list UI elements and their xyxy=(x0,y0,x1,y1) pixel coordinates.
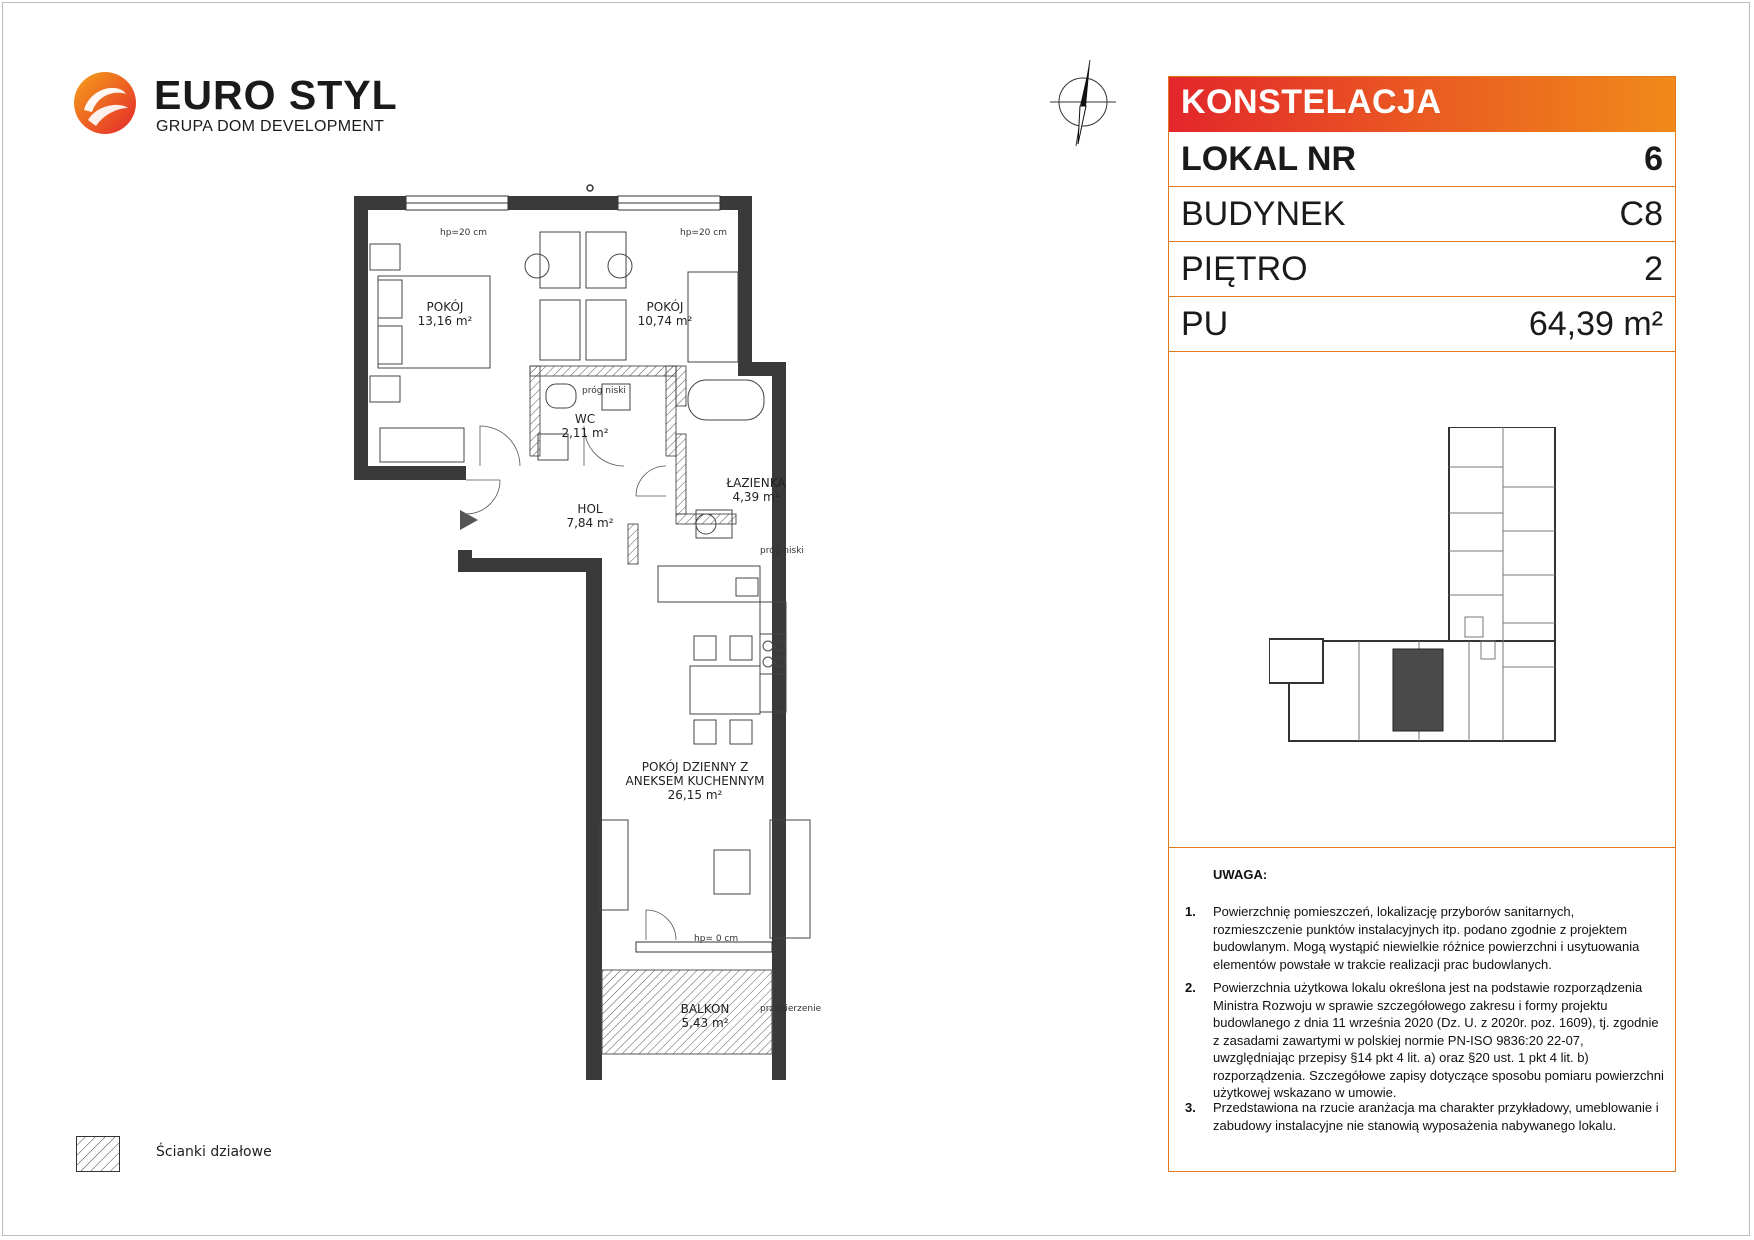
room-label-living-room xyxy=(610,760,780,802)
note-text: Powierzchnia użytkowa lokalu określona jest na podstawie rozporządzenia Ministra Rozwoju w sprawie szczegółowego zakresu i formy projektu budowlanego z dnia 11 września 2020 (Dz. U. z 2020r. poz. 1609), tj. zgodnie z zasadami zawartymi w polskiej normie PN-ISO 9836:20 22-07, uwzględniając przepisy §14 pkt 4 lit. a) oraz §20 ust. 1 pkt 4 lit. b) rozporządzenia. Szczegółowe zapisy dotyczące sposobu pomiaru powierzchni użytkowej wskazano w umowie. xyxy=(1213,980,1664,1100)
room-label-wc xyxy=(550,412,620,440)
project-header xyxy=(1169,77,1675,132)
room-area: 7,84 m² xyxy=(566,516,614,530)
room-label-hall xyxy=(550,502,630,530)
room-area: 13,16 m² xyxy=(417,314,473,328)
info-key: LOKAL NR xyxy=(1181,140,1357,178)
logo-mark-icon xyxy=(72,70,138,136)
note-item-2 xyxy=(1185,979,1665,1102)
room-name: WC xyxy=(574,412,596,426)
north-arrow-icon xyxy=(1046,54,1120,150)
room-area: 5,43 m² xyxy=(681,1016,729,1030)
info-row-building xyxy=(1169,187,1675,242)
info-row-unit-number xyxy=(1169,132,1675,187)
info-panel xyxy=(1168,76,1676,1172)
brand-tagline: GRUPA DOM DEVELOPMENT xyxy=(156,118,385,135)
room-area: 26,15 m² xyxy=(667,788,723,802)
info-value: 6 xyxy=(1644,140,1663,178)
logo xyxy=(72,68,402,148)
note-number: 2. xyxy=(1185,980,1196,995)
room-name: BALKON xyxy=(680,1002,730,1016)
partition-note: przepierzenie xyxy=(760,1004,822,1014)
info-key: PU xyxy=(1181,305,1229,343)
room-area: 4,39 m² xyxy=(732,490,780,504)
brand-name: EURO STYL xyxy=(154,72,398,118)
room-name: ŁAZIENKA xyxy=(726,476,786,490)
room-label-bathroom xyxy=(716,476,796,504)
key-plan-selected-unit xyxy=(1393,649,1443,731)
note-number: 1. xyxy=(1185,904,1196,919)
low-threshold-note-wc: próg niski xyxy=(582,386,626,396)
room-label-bedroom-2 xyxy=(610,300,720,328)
low-threshold-note-bath: próg niski xyxy=(760,546,804,556)
note-item-1 xyxy=(1185,903,1665,973)
info-value: C8 xyxy=(1619,195,1663,233)
room-name-line1: POKÓJ DZIENNY Z xyxy=(641,760,749,774)
room-label-balcony xyxy=(650,1002,760,1030)
legend-label: Ścianki działowe xyxy=(156,1144,272,1160)
info-row-floor xyxy=(1169,242,1675,297)
room-name: POKÓJ xyxy=(426,300,464,314)
info-row-usable-area xyxy=(1169,297,1675,352)
note-number: 3. xyxy=(1185,1100,1196,1115)
balcony-door-height-note: hp= 0 cm xyxy=(694,934,739,944)
window-height-note-left: hp=20 cm xyxy=(440,228,487,238)
building-key-plan xyxy=(1269,427,1589,767)
room-area: 2,11 m² xyxy=(561,426,609,440)
room-area: 10,74 m² xyxy=(637,314,693,328)
info-key: BUDYNEK xyxy=(1181,195,1346,233)
notes-separator xyxy=(1169,847,1675,848)
room-name: HOL xyxy=(577,502,603,516)
note-text: Powierzchnię pomieszczeń, lokalizację przyborów sanitarnych, rozmieszczenie punktów instalacyjnych itp. podano zgodnie z projektem budowlanym. Mogą wystąpić niewielkie różnice powierzchni i usytuowania elementów powstałe w trakcie realizacji prac budowlanych. xyxy=(1213,904,1640,972)
note-item-3 xyxy=(1185,1099,1665,1134)
info-key: PIĘTRO xyxy=(1181,250,1308,288)
room-label-bedroom-1 xyxy=(390,300,500,328)
floor-plan xyxy=(350,180,870,1080)
note-text: Przedstawiona na rzucie aranżacja ma charakter przykładowy, umeblowanie i zabudowy instalacyjne nie stanowią wyposażenia nabywanego lokalu. xyxy=(1213,1100,1659,1133)
info-value: 64,39 m² xyxy=(1528,305,1663,343)
project-name: KONSTELACJA xyxy=(1181,83,1442,121)
partition-legend-swatch xyxy=(76,1136,120,1172)
room-name: POKÓJ xyxy=(646,300,684,314)
window-height-note-right: hp=20 cm xyxy=(680,228,727,238)
room-name-line2: ANEKSEM KUCHENNYM xyxy=(625,774,765,788)
notes-title: UWAGA: xyxy=(1213,867,1268,882)
info-value: 2 xyxy=(1644,250,1663,288)
